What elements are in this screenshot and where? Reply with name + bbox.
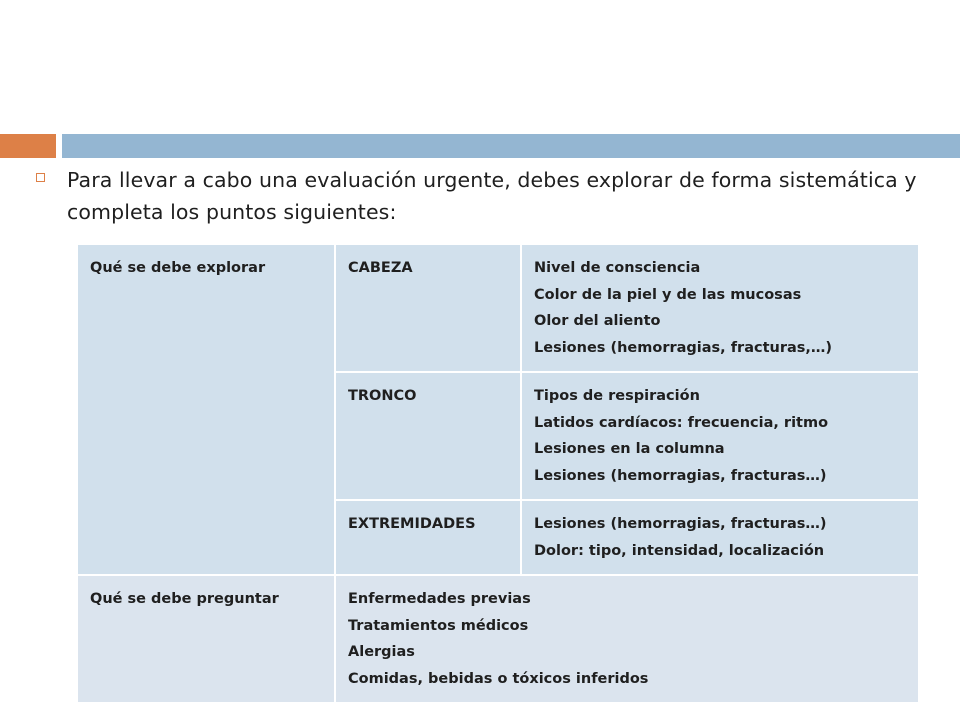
table-row [78, 576, 918, 702]
list-item: Dolor: tipo, intensidad, localización [534, 542, 825, 559]
accent-bar-blue [62, 134, 960, 158]
list-item: Alergias [348, 644, 415, 660]
ask-label-cell [78, 576, 336, 702]
list-item: Lesiones en la columna [534, 441, 725, 457]
list-item: Comidas, bebidas o tóxicos inferidos [348, 670, 649, 687]
list-item: Lesiones (hemorragias, fracturas,…) [534, 339, 833, 356]
explore-label: Qué se debe explorar [90, 260, 266, 276]
bullet-point [36, 164, 926, 228]
section-name-cabeza: CABEZA [348, 260, 413, 276]
list-item: Enfermedades previas [348, 591, 531, 607]
section-name-cell [336, 501, 522, 576]
square-bullet-icon [36, 173, 45, 182]
section-items-cell [522, 501, 918, 576]
section-name-extremidades: EXTREMIDADES [348, 516, 476, 532]
list-item: Tratamientos médicos [348, 617, 529, 634]
ask-items-cell [336, 576, 918, 702]
ask-label: Qué se debe preguntar [90, 591, 279, 607]
list-item: Nivel de consciencia [534, 260, 701, 276]
bullet-text: Para llevar a cabo una evaluación urgente, debes explorar de forma sistemática y completa los puntos siguientes: [67, 168, 917, 224]
list-item: Lesiones (hemorragias, fracturas…) [534, 467, 827, 484]
list-item: Color de la piel y de las mucosas [534, 286, 802, 303]
evaluation-table [78, 245, 918, 702]
table-row [78, 245, 918, 373]
section-items-cell [522, 373, 918, 501]
accent-bar-orange [0, 134, 56, 158]
section-name-tronco: TRONCO [348, 388, 417, 404]
list-item: Latidos cardíacos: frecuencia, ritmo [534, 414, 829, 431]
section-name-cell [336, 245, 522, 373]
section-items-cell [522, 245, 918, 373]
list-item: Olor del aliento [534, 313, 661, 329]
explore-label-cell [78, 245, 336, 576]
list-item: Tipos de respiración [534, 388, 700, 404]
section-name-cell [336, 373, 522, 501]
list-item: Lesiones (hemorragias, fracturas…) [534, 516, 827, 532]
